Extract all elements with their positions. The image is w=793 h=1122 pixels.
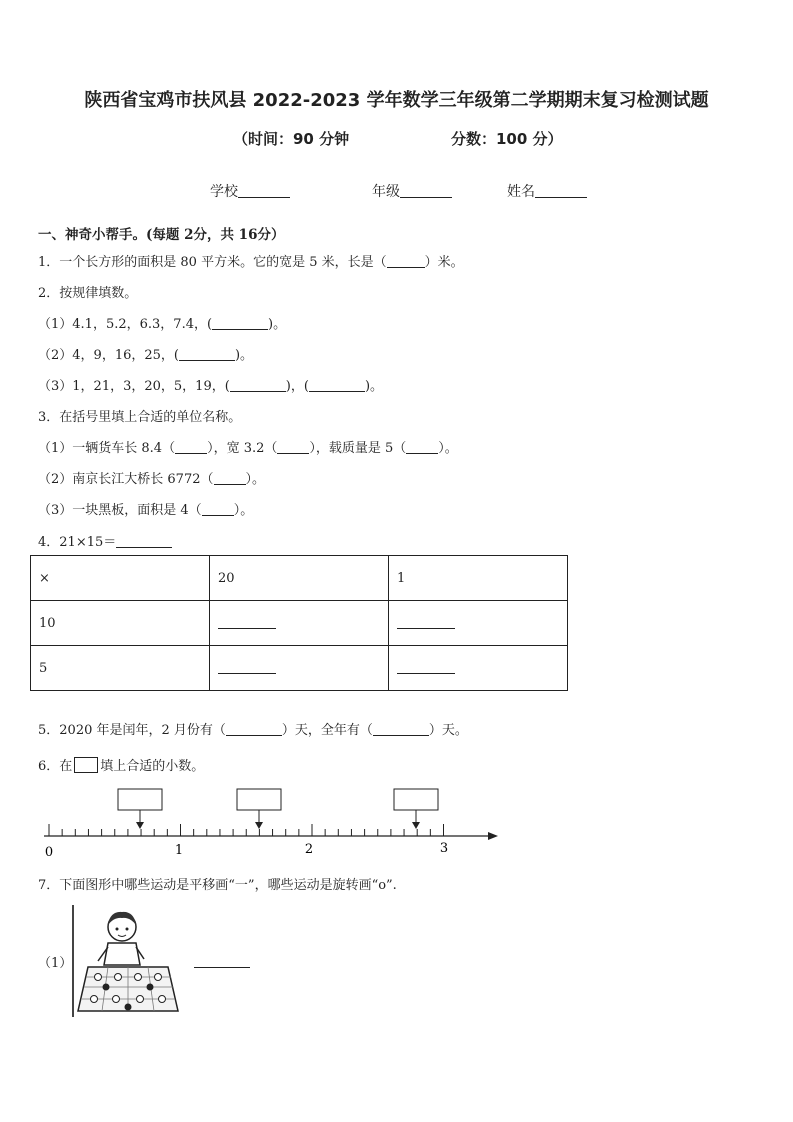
question-3-part-1: （1）一辆货车长 8.4（ ），宽 3.2（ ），载质量是 5（ ）。 xyxy=(38,441,458,456)
grade-field[interactable] xyxy=(372,181,452,201)
answer-blank[interactable] xyxy=(175,441,207,454)
table-cell xyxy=(389,646,568,691)
answer-blank[interactable] xyxy=(218,661,276,674)
question-6: 6．在 填上合适的小数。 xyxy=(38,759,205,774)
table-cell: 10 xyxy=(31,601,210,646)
name-field[interactable] xyxy=(507,181,587,201)
answer-blank[interactable] xyxy=(202,503,234,516)
answer-blank[interactable] xyxy=(397,616,455,629)
tick-label: 2 xyxy=(304,842,314,857)
answer-blank[interactable] xyxy=(116,535,172,548)
tick-label: 0 xyxy=(44,845,54,860)
question-2-part-2: （2）4，9，16，25，( )。 xyxy=(38,348,254,363)
table-row xyxy=(31,646,568,691)
answer-blank[interactable] xyxy=(212,317,268,330)
exam-score: 分数：100 分） xyxy=(451,130,563,148)
question-5: 5．2020 年是闰年，2 月份有（ ）天，全年有（ ）天。 xyxy=(38,723,468,738)
arrow-icon xyxy=(488,832,498,840)
question-2-part-3: （3）1，21，3，20，5，19，( )，( )。 xyxy=(38,379,384,394)
answer-blank[interactable] xyxy=(373,723,429,736)
table-row xyxy=(31,601,568,646)
school-blank[interactable] xyxy=(238,183,290,198)
question-7-part-1: （1） xyxy=(38,956,73,971)
answer-blank[interactable] xyxy=(277,441,309,454)
table-cell: 1 xyxy=(389,556,568,601)
exam-title: 陕西省宝鸡市扶风县 2022-2023 学年数学三年级第二学期期末复习检测试题 xyxy=(84,90,709,111)
table-cell: 5 xyxy=(31,646,210,691)
name-label: 姓名 xyxy=(507,184,535,200)
name-blank[interactable] xyxy=(535,183,587,198)
answer-blank[interactable] xyxy=(226,723,282,736)
question-1: 1．一个长方形的面积是 80 平方米。它的宽是 5 米，长是（ ）米。 xyxy=(38,255,464,270)
answer-blank[interactable] xyxy=(309,379,365,392)
question-3-stem: 3．在括号里填上合适的单位名称。 xyxy=(38,410,242,425)
tick-label: 3 xyxy=(439,841,449,856)
multiplication-table xyxy=(30,555,568,691)
table-row xyxy=(31,556,568,601)
grade-label: 年级 xyxy=(372,184,400,200)
answer-blank[interactable] xyxy=(406,441,438,454)
tick-label: 1 xyxy=(174,843,184,858)
answer-box-icon xyxy=(74,757,98,773)
table-cell: 20 xyxy=(210,556,389,601)
table-cell xyxy=(210,646,389,691)
boy-playing-chess-image xyxy=(70,905,184,1019)
table-cell: × xyxy=(31,556,210,601)
table-cell xyxy=(389,601,568,646)
answer-blank[interactable] xyxy=(230,379,286,392)
answer-box[interactable] xyxy=(118,789,162,829)
answer-blank[interactable] xyxy=(194,966,250,968)
answer-blank[interactable] xyxy=(218,616,276,629)
grade-blank[interactable] xyxy=(400,183,452,198)
question-2-stem: 2．按规律填数。 xyxy=(38,286,138,301)
question-2-part-1: （1）4.1，5.2，6.3，7.4，( )。 xyxy=(38,317,287,332)
number-line xyxy=(36,780,506,860)
table-cell xyxy=(210,601,389,646)
school-field[interactable] xyxy=(210,181,290,201)
question-7-stem: 7．下面图形中哪些运动是平移画“一”，哪些运动是旋转画“o”. xyxy=(38,878,397,893)
answer-blank[interactable] xyxy=(397,661,455,674)
exam-time: （时间：90 分钟 xyxy=(233,130,350,148)
question-3-part-2: （2）南京长江大桥长 6772（ ）。 xyxy=(38,472,266,487)
school-label: 学校 xyxy=(210,184,238,200)
answer-blank[interactable] xyxy=(387,255,425,268)
question-4-stem: 4．21×15＝ xyxy=(38,531,172,550)
answer-box[interactable] xyxy=(394,789,438,829)
question-3-part-3: （3）一块黑板，面积是 4（ ）。 xyxy=(38,503,254,518)
answer-box[interactable] xyxy=(237,789,281,829)
section-heading: 一、神奇小帮手。(每题 2分，共 16分） xyxy=(38,227,285,243)
answer-blank[interactable] xyxy=(214,472,246,485)
answer-blank[interactable] xyxy=(179,348,235,361)
